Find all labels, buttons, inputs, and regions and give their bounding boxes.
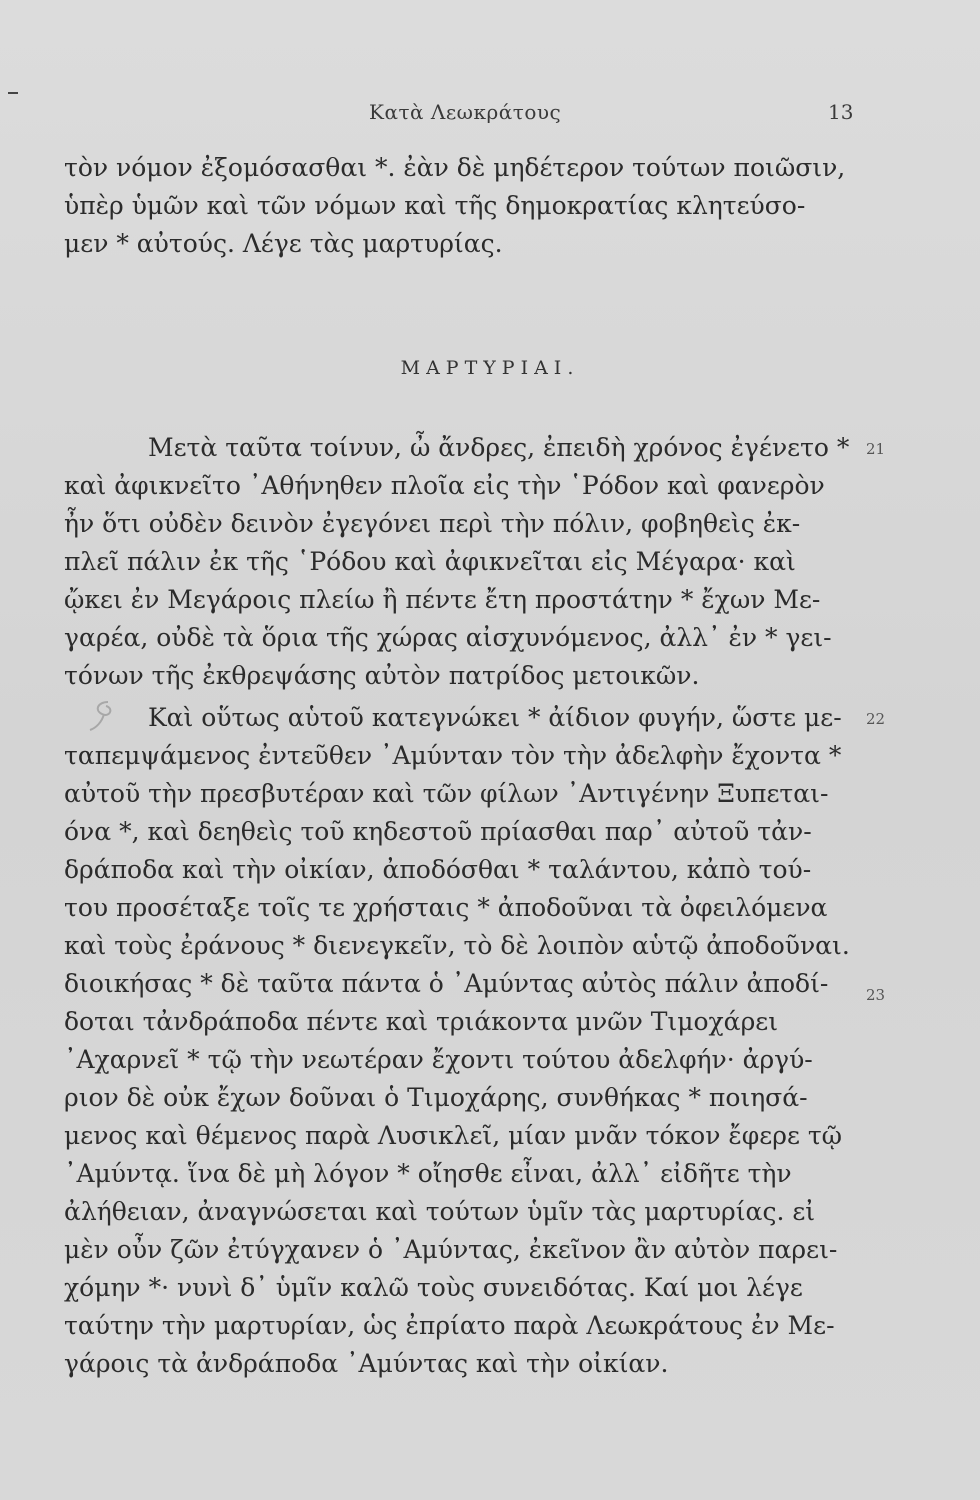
text-line: ᾿Αχαρνεῖ * τῷ τὴν νεωτέραν ἔχοντι τούτου ἀδελφήν· ἀργύ- xyxy=(64,1045,813,1074)
edge-mark xyxy=(8,92,18,94)
text-line: τόνων τῆς ἐκθρεψάσης αὐτὸν πατρίδος μετοικῶν. xyxy=(64,661,700,690)
text-line: μεν * αὐτούς. Λέγε τὰς μαρτυρίας. xyxy=(64,229,503,258)
text-line: ριον δὲ οὐκ ἔχων δοῦναι ὁ Τιμοχάρης, συνθήκας * ποιησά- xyxy=(64,1083,808,1112)
text-line: ταπεμψάμενος ἐντεῦθεν ᾿Αμύνταν τὸν τὴν ἀδελφὴν ἔχοντα * xyxy=(64,741,842,770)
text-line: διοικήσας * δὲ ταῦτα πάντα ὁ ᾿Αμύντας αὐτὸς πάλιν ἀποδί- xyxy=(64,969,829,998)
pencil-mark-icon xyxy=(84,696,124,736)
text-line: μὲν οὖν ζῶν ἐτύγχανεν ὁ ᾿Αμύντας, ἐκεῖνον ἂν αὐτὸν παρει- xyxy=(64,1235,838,1264)
text-line: χόμην *· νυνὶ δ᾿ ὑμῖν καλῶ τοὺς συνειδότας. Καί μοι λέγε xyxy=(64,1273,803,1302)
text-line: ταύτην τὴν μαρτυρίαν, ὡς ἐπρίατο παρὰ Λεωκράτους ἐν Με- xyxy=(64,1311,835,1340)
text-line: γαρέα, οὐδὲ τὰ ὅρια τῆς χώρας αἰσχυνόμενος, ἀλλ᾿ ἐν * γει- xyxy=(64,623,832,652)
text-line: πλεῖ πάλιν ἐκ τῆς ῾Ρόδου καὶ ἀφικνεῖται εἰς Μέγαρα· καὶ xyxy=(64,547,796,576)
text-line: τὸν νόμον ἐξομόσασθαι *. ἐὰν δὲ μηδέτερον τούτων ποιῶσιν, xyxy=(64,153,846,182)
text-line: αὐτοῦ τὴν πρεσβυτέραν καὶ τῶν φίλων ᾿Αντιγένην Ξυπεται- xyxy=(64,779,829,808)
text-line: Καὶ οὕτως αὑτοῦ κατεγνώκει * ἀίδιον φυγήν, ὥστε με- xyxy=(148,703,842,732)
text-line: ἀλήθειαν, ἀναγνώσεται καὶ τούτων ὑμῖν τὰς μαρτυρίας. εἰ xyxy=(64,1197,816,1226)
running-title: Κατὰ Λεωκράτους xyxy=(369,100,562,124)
section-number: 22 xyxy=(866,710,886,728)
text-line: δράποδα καὶ τὴν οἰκίαν, ἀποδόσθαι * ταλάντου, κἀπὸ τού- xyxy=(64,855,812,884)
section-number: 21 xyxy=(866,440,886,458)
text-line: μενος καὶ θέμενος παρὰ Λυσικλεῖ, μίαν μνᾶν τόκον ἔφερε τῷ xyxy=(64,1121,843,1150)
text-line: ᾿Αμύντᾳ. ἵνα δὲ μὴ λόγον * οἴησθε εἶναι, ἀλλ᾿ εἰδῆτε τὴν xyxy=(64,1159,792,1188)
text-line: όνα *, καὶ δεηθεὶς τοῦ κηδεστοῦ πρίασθαι παρ᾿ αὐτοῦ τἀν- xyxy=(64,817,812,846)
running-head xyxy=(0,100,980,130)
text-line: καὶ τοὺς ἐράνους * διενεγκεῖν, τὸ δὲ λοιπὸν αὑτῷ ἀποδοῦναι. xyxy=(64,931,850,960)
text-line: δοται τἀνδράποδα πέντε καὶ τριάκοντα μνῶν Τιμοχάρει xyxy=(64,1007,779,1036)
text-line: γάροις τὰ ἀνδράποδα ᾿Αμύντας καὶ τὴν οἰκίαν. xyxy=(64,1349,669,1378)
text-line: ᾤκει ἐν Μεγάροις πλείω ἢ πέντε ἔτη προστάτην * ἔχων Με- xyxy=(64,585,821,614)
text-line: ἦν ὅτι οὐδὲν δεινὸν ἐγεγόνει περὶ τὴν πόλιν, φοβηθεὶς ἐκ- xyxy=(64,509,801,538)
page-number: 13 xyxy=(828,100,854,124)
text-line: ὑπὲρ ὑμῶν καὶ τῶν νόμων καὶ τῆς δημοκρατίας κλητεύσο- xyxy=(64,191,806,220)
section-heading: ΜΑΡΤΥΡΙΑΙ. xyxy=(400,357,580,379)
section-number: 23 xyxy=(866,986,886,1004)
text-line: του προσέταξε τοῖς τε χρήσταις * ἀποδοῦναι τὰ ὀφειλόμενα xyxy=(64,893,828,922)
text-line: Μετὰ ταῦτα τοίνυν, ὦ ἄνδρες, ἐπειδὴ χρόνος ἐγένετο * xyxy=(148,433,850,462)
text-line: καὶ ἀφικνεῖτο ᾿Αθήνηθεν πλοῖα εἰς τὴν ῾Ρόδον καὶ φανερὸν xyxy=(64,471,825,500)
